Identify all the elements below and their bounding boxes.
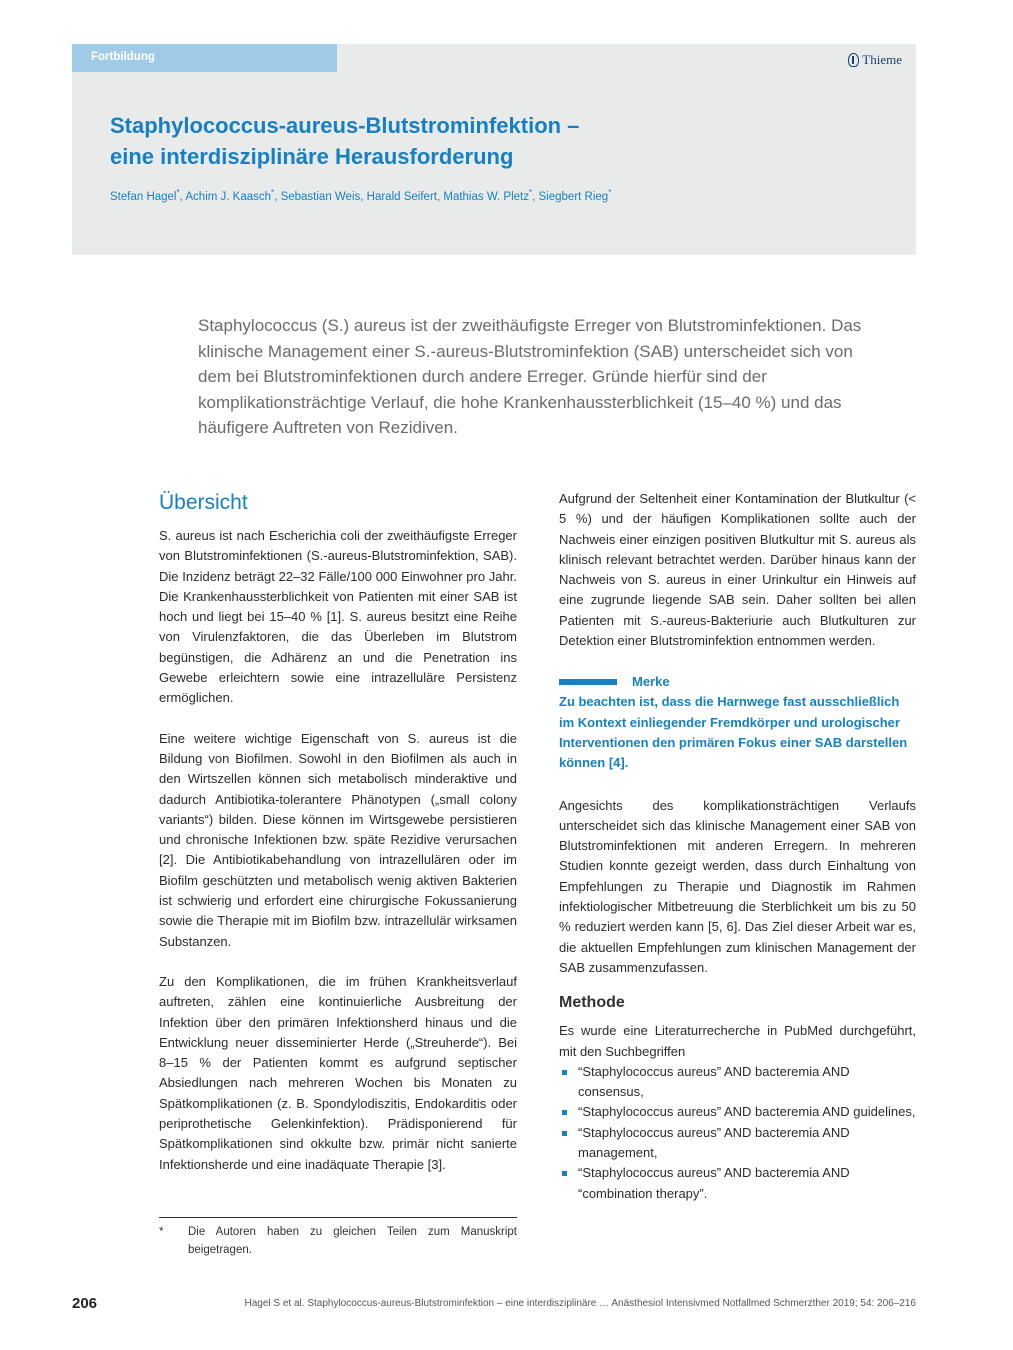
merke-note <box>559 672 916 773</box>
note-bar-icon <box>559 679 617 685</box>
article-header <box>72 44 916 255</box>
author-mark: * <box>608 188 612 197</box>
abstract: Staphylococcus (S.) aureus ist der zweithäufigste Erreger von Blutstrominfektionen. Das klinische Management einer S.-aureus-Blutstrominfektion (SAB) unterscheidet sich von dem bei Blutstrominfektionen durch andere Erreger. Gründe hierfür sind der komplikationsträchtige Verlauf, die hohe Krankenhaussterblichkeit (15–40 %) und das häufigere Auftreten von Rezidiven. <box>198 316 862 437</box>
body-paragraph: Angesichts des komplikationsträchtigen Verlaufs unterscheidet sich das klinische Management einer SAB von Blutstrominfektionen mit anderen Erregern. In mehreren Studien konnte gezeigt werden, dass durch Einhaltung von Empfehlungen zu Therapie und Diagnostik im Rahmen infektiologischer Mitbetreuung die Sterblichkeit um bis zu 50 % reduziert werden kann [5, 6]. Das Ziel dieser Arbeit war es, die aktuellen Empfehlungen zum klinischen Management der SAB zusammenzufassen. <box>559 797 916 975</box>
publisher-name: Thieme <box>862 52 902 67</box>
author-list: Stefan Hagel*, Achim J. Kaasch*, Sebastian Weis, Harald Seifert, Mathias W. Pletz*, Siegbert Rieg* <box>110 188 612 203</box>
list-item: “Staphylococcus aureus” AND bacteremia AND “combination therapy”. <box>559 1163 916 1204</box>
note-text: Zu beachten ist, dass die Harnwege fast ausschließlich im Kontext einliegender Fremdkörper und urologischer Interventionen den primären Fokus einer SAB darstellen können [4]. <box>559 694 908 771</box>
footnote-mark: * <box>159 1226 164 1238</box>
section-heading-method: Methode <box>559 994 625 1012</box>
author-mark: * <box>529 188 533 197</box>
note-label: Merke <box>632 674 670 690</box>
author: Mathias W. Pletz <box>443 190 529 203</box>
list-item: “Staphylococcus aureus” AND bacteremia AND management, <box>559 1123 916 1164</box>
footnote <box>159 1223 517 1259</box>
article-title <box>110 110 830 172</box>
publisher-logo <box>848 52 902 68</box>
section-label: Fortbildung <box>91 51 155 63</box>
running-footer-citation: Hagel S et al. Staphylococcus-aureus-Blutstrominfektion – eine interdisziplinäre … Anästhesiol Intensivmed Notfallmed Schmerzther 2019; 54: 206–216 <box>244 1298 916 1309</box>
right-column <box>559 489 916 1204</box>
thieme-logo-icon <box>848 53 859 67</box>
note-header <box>559 672 916 692</box>
list-item: “Staphylococcus aureus” AND bacteremia AND consensus, <box>559 1062 916 1103</box>
body-paragraph: S. aureus ist nach Escherichia coli der zweithäufigste Erreger von Blutstrominfektionen (S.-aureus-Blutstrominfektion, SAB). Die Inzidenz beträgt 22–32 Fälle/100 000 Einwohner pro Jahr. Die Krankenhaussterblichkeit von Patienten mit einer SAB ist hoch und liegt bei 15–40 % [1]. S. aureus besitzt eine Reihe von Virulenzfaktoren, die das Überleben im Blutstrom begünstigen, die Adhärenz an und die Penetration ins Gewebe erleichtern sowie eine intrazelluläre Persistenz ermöglichen. <box>159 528 517 706</box>
author-mark: * <box>176 188 180 197</box>
page-number: 206 <box>72 1295 98 1312</box>
author: Harald Seifert <box>366 190 437 203</box>
author: Achim J. Kaasch <box>185 190 272 203</box>
body-paragraph: Aufgrund der Seltenheit einer Kontamination der Blutkultur (< 5 %) und der häufigen Komplikationen sollte auch der Nachweis einer einzigen positiven Blutkultur mit S. aureus als klinisch relevant betrachtet werden. Darüber hinaus kann der Nachweis von S. aureus in einer Urinkultur ein Hinweis auf eine zugrunde liegende SAB sein. Daher sollten bei allen Patienten mit S.-aureus-Bakteriurie auch Blutkulturen zur Detektion einer Blutstrominfektion entnommen werden. <box>559 491 916 649</box>
footnote-divider <box>159 1217 517 1218</box>
author-mark: * <box>271 188 275 197</box>
body-paragraph: Zu den Komplikationen, die im frühen Krankheitsverlauf auftreten, zählen eine kontinuierliche Ausbreitung der Infektion über den primären Infektionsherd hinaus und die Entwicklung neuer disseminierter Herde („Streuherde“). Bei 8–15 % der Patienten kommt es aufgrund septischer Absiedlungen nach mehreren Wochen bis Monaten zu Spätkomplikationen (z. B. Spondylodiszitis, Endokarditis oder periprothetische Gelenkinfektion). Prädisponierend für Spätkomplikationen sind okkulte bzw. primär nicht sanierte Infektionsherde und eine inadäquate Therapie [3]. <box>159 973 517 1172</box>
author: Stefan Hagel <box>110 190 177 203</box>
search-term-list <box>559 1062 916 1204</box>
section-heading-overview: Übersicht <box>159 491 248 514</box>
section-tab <box>72 44 337 72</box>
left-column <box>159 489 517 1175</box>
title-line-1: Staphylococcus-aureus-Blutstrominfektion – <box>110 113 580 138</box>
body-paragraph: Eine weitere wichtige Eigenschaft von S. aureus ist die Bildung von Biofilmen. Sowohl in den Biofilmen als auch in den Wirtszellen können sich metabolisch minderaktive und dadurch Antibiotika-tolerantere Phänotypen („small colony variants“) bilden. Diese können im Wirtsgewebe persistieren und chronische Infektionen bzw. späte Rezidive verursachen [2]. Die Antibiotikabehandlung von intrazellulären oder im Biofilm geschützten und metabolisch wenig aktiven Bakterien ist schwierig und erfordert eine chirurgische Fokussanierung sowie die Therapie mit im Biofilm bzw. intrazellulär wirksamen Substanzen. <box>159 730 517 949</box>
author: Sebastian Weis <box>280 190 361 203</box>
method-intro: Es wurde eine Literaturrecherche in PubMed durchgeführt, mit den Suchbegriffen <box>559 1023 916 1059</box>
list-item: “Staphylococcus aureus” AND bacteremia AND guidelines, <box>559 1102 916 1122</box>
title-line-2: eine interdisziplinäre Herausforderung <box>110 144 514 169</box>
footnote-text: Die Autoren haben zu gleichen Teilen zum Manuskript beigetragen. <box>188 1226 517 1256</box>
author: Siegbert Rieg <box>538 190 609 203</box>
